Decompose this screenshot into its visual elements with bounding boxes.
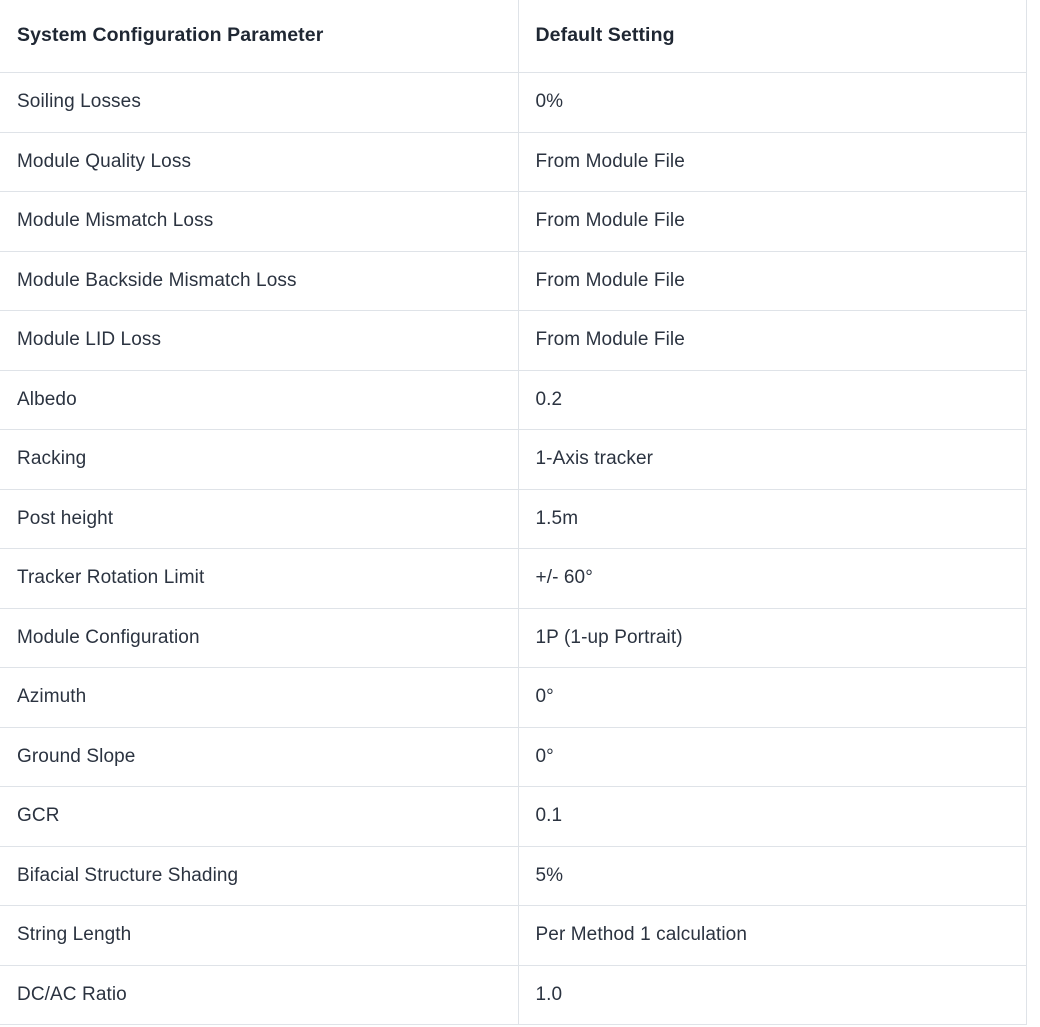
cell-parameter: Bifacial Structure Shading (0, 846, 518, 906)
cell-parameter: Module Mismatch Loss (0, 192, 518, 252)
cell-value: 1.5m (518, 489, 1026, 549)
table-header-row (0, 0, 1026, 72)
table-row (0, 489, 1026, 549)
table-row (0, 430, 1026, 490)
table-row (0, 787, 1026, 847)
cell-value: From Module File (518, 311, 1026, 371)
cell-parameter: Module Quality Loss (0, 132, 518, 192)
cell-value: From Module File (518, 251, 1026, 311)
table-row (0, 906, 1026, 966)
cell-value: 0.1 (518, 787, 1026, 847)
table-body (0, 72, 1026, 1025)
column-header-default-setting: Default Setting (518, 0, 1026, 72)
table-row (0, 727, 1026, 787)
cell-parameter: String Length (0, 906, 518, 966)
cell-parameter: Racking (0, 430, 518, 490)
table-row (0, 965, 1026, 1025)
cell-parameter: Post height (0, 489, 518, 549)
cell-value: 0° (518, 668, 1026, 728)
cell-value: From Module File (518, 132, 1026, 192)
cell-value: 1-Axis tracker (518, 430, 1026, 490)
table-row (0, 132, 1026, 192)
table-row (0, 608, 1026, 668)
cell-value: 1P (1-up Portrait) (518, 608, 1026, 668)
table-row (0, 251, 1026, 311)
table-row (0, 846, 1026, 906)
table-row (0, 370, 1026, 430)
cell-value: 1.0 (518, 965, 1026, 1025)
table-header (0, 0, 1026, 72)
cell-parameter: Albedo (0, 370, 518, 430)
cell-parameter: GCR (0, 787, 518, 847)
table-row (0, 72, 1026, 132)
cell-value: 0.2 (518, 370, 1026, 430)
cell-parameter: Module Backside Mismatch Loss (0, 251, 518, 311)
cell-parameter: Soiling Losses (0, 72, 518, 132)
table-row (0, 311, 1026, 371)
cell-parameter: DC/AC Ratio (0, 965, 518, 1025)
cell-value: 5% (518, 846, 1026, 906)
cell-value: Per Method 1 calculation (518, 906, 1026, 966)
column-header-parameter: System Configuration Parameter (0, 0, 518, 72)
cell-parameter: Module LID Loss (0, 311, 518, 371)
cell-value: From Module File (518, 192, 1026, 252)
table-row (0, 192, 1026, 252)
cell-parameter: Azimuth (0, 668, 518, 728)
cell-value: +/- 60° (518, 549, 1026, 609)
cell-parameter: Tracker Rotation Limit (0, 549, 518, 609)
cell-value: 0° (518, 727, 1026, 787)
table-row (0, 549, 1026, 609)
cell-parameter: Module Configuration (0, 608, 518, 668)
table-row (0, 668, 1026, 728)
cell-parameter: Ground Slope (0, 727, 518, 787)
cell-value: 0% (518, 72, 1026, 132)
